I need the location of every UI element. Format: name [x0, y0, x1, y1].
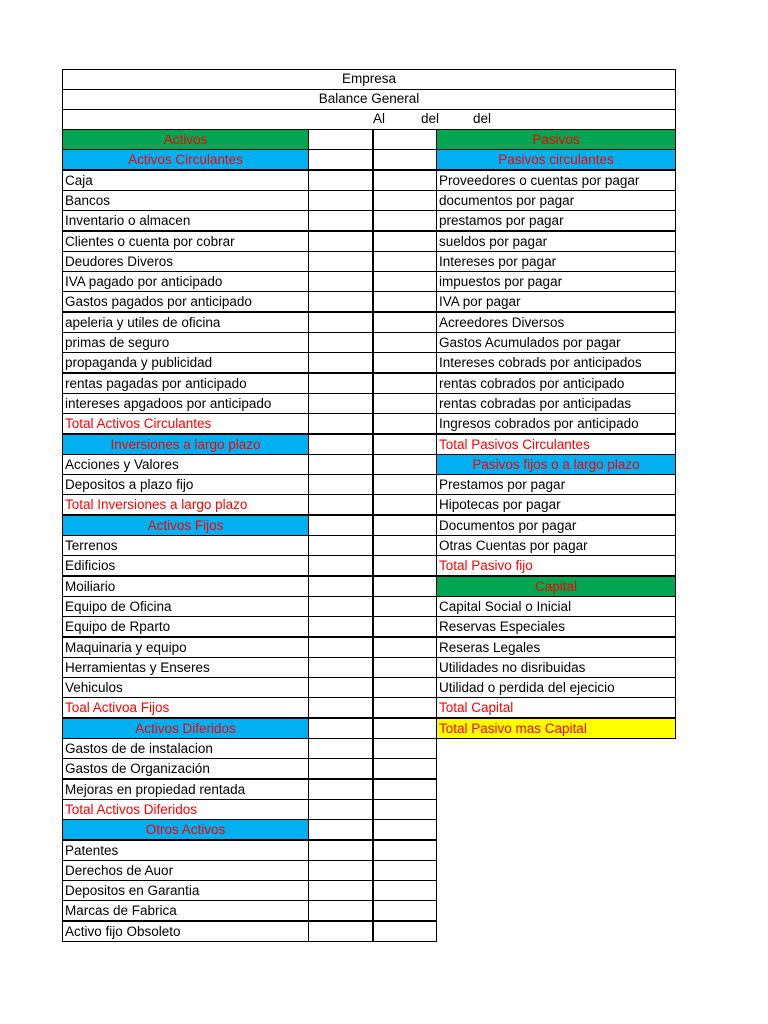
activos-row-1-label: Activos Circulantes: [128, 152, 243, 167]
pasivos-row-13[interactable]: [436, 393, 676, 414]
pasivos-row-7-label: impuestos por pagar: [439, 274, 563, 289]
pasivos-row-2-label: Proveedores o cuentas por pagar: [439, 173, 640, 188]
pasivos-row-27[interactable]: [436, 677, 676, 698]
pasivos-row-1-label: Pasivos circulantes: [498, 152, 614, 167]
activos-row-0[interactable]: [62, 129, 309, 150]
activos-row-6-label: Deudores Diveros: [65, 254, 174, 269]
activos-row-6[interactable]: [62, 251, 309, 272]
activos-amount-b-8[interactable]: [373, 291, 437, 312]
activos-row-5[interactable]: [62, 231, 309, 252]
activos-row-20[interactable]: [62, 535, 309, 556]
activos-amount-a-18[interactable]: [308, 494, 373, 515]
activos-row-11-label: propaganda y publicidad: [65, 355, 213, 370]
activos-row-14-label: Total Activos Circulantes: [65, 416, 212, 431]
pasivos-row-4[interactable]: [436, 210, 676, 231]
activos-amount-b-36[interactable]: [373, 860, 437, 881]
activos-amount-a-24[interactable]: [308, 616, 373, 637]
activos-row-36-label: Derechos de Auor: [65, 863, 174, 878]
activos-row-34-label: Otros Activos: [145, 822, 226, 837]
activos-row-30-label: Gastos de de instalacion: [65, 741, 213, 756]
pasivos-row-3-label: documentos por pagar: [439, 193, 575, 208]
activos-row-38-label: Marcas de Fabrica: [65, 903, 177, 918]
activos-amount-a-31[interactable]: [308, 758, 373, 779]
pasivos-row-13-label: rentas cobradas por anticipadas: [439, 396, 632, 411]
pasivos-row-20[interactable]: [436, 535, 676, 556]
activos-amount-a-10[interactable]: [308, 332, 373, 353]
activos-amount-b-27[interactable]: [373, 677, 437, 698]
pasivos-row-9-label: Acreedores Diversos: [439, 315, 565, 330]
pasivos-row-16[interactable]: [436, 454, 676, 475]
activos-row-2-label: Caja: [65, 173, 93, 188]
activos-amount-a-1[interactable]: [308, 149, 373, 170]
activos-row-39[interactable]: [62, 921, 309, 942]
pasivos-row-12[interactable]: [436, 373, 676, 394]
activos-row-1[interactable]: [62, 149, 309, 170]
pasivos-row-3[interactable]: [436, 190, 676, 211]
activos-amount-a-4[interactable]: [308, 210, 373, 231]
activos-row-16-label: Acciones y Valores: [65, 457, 179, 472]
activos-row-34[interactable]: [62, 819, 309, 840]
pasivos-row-17-label: Prestamos por pagar: [439, 477, 566, 492]
activos-row-10-label: primas de seguro: [65, 335, 170, 350]
activos-amount-b-3[interactable]: [373, 190, 437, 211]
activos-row-3-label: Bancos: [65, 193, 111, 208]
header-row-company[interactable]: [62, 69, 676, 89]
header-row-title[interactable]: [62, 89, 676, 109]
activos-amount-a-27[interactable]: [308, 677, 373, 698]
activos-amount-a-19[interactable]: [308, 515, 373, 536]
activos-row-21-label: Edificios: [65, 558, 116, 573]
activos-row-13[interactable]: [62, 393, 309, 414]
pasivos-row-11[interactable]: [436, 352, 676, 373]
pasivos-row-21[interactable]: [436, 555, 676, 576]
activos-row-19-label: Activos Fijos: [147, 518, 224, 533]
balance-sheet: [62, 69, 676, 939]
activos-amount-b-0[interactable]: [373, 129, 437, 150]
activos-amount-b-33[interactable]: [373, 799, 437, 820]
activos-amount-a-7[interactable]: [308, 271, 373, 292]
activos-row-32[interactable]: [62, 779, 309, 800]
pasivos-row-19[interactable]: [436, 515, 676, 536]
pasivos-row-4-label: prestamos por pagar: [439, 213, 564, 228]
activos-amount-a-2[interactable]: [308, 170, 373, 191]
activos-row-7[interactable]: [62, 271, 309, 292]
company-name: Empresa: [341, 71, 397, 86]
activos-row-11[interactable]: [62, 352, 309, 373]
pasivos-row-5-label: sueldos por pagar: [439, 234, 548, 249]
activos-amount-b-37[interactable]: [373, 880, 437, 901]
activos-amount-b-4[interactable]: [373, 210, 437, 231]
sheet-title: Balance General: [318, 91, 420, 106]
activos-row-37-label: Depositos en Garantia: [65, 883, 200, 898]
activos-row-27-label: Vehiculos: [65, 680, 123, 695]
activos-amount-b-26[interactable]: [373, 657, 437, 678]
pasivos-row-24[interactable]: [436, 616, 676, 637]
activos-row-23[interactable]: [62, 596, 309, 617]
pasivos-row-1[interactable]: [436, 149, 676, 170]
activos-row-4-label: Inventario o almacen: [65, 213, 191, 228]
activos-amount-b-39[interactable]: [373, 921, 437, 942]
pasivos-row-25[interactable]: [436, 637, 676, 658]
activos-amount-a-36[interactable]: [308, 860, 373, 881]
activos-row-29-label: Activos Diferidos: [135, 721, 236, 736]
pasivos-row-15[interactable]: [436, 434, 676, 455]
pasivos-row-25-label: Reseras Legales: [439, 640, 541, 655]
activos-amount-a-35[interactable]: [308, 840, 373, 861]
activos-amount-b-1[interactable]: [373, 149, 437, 170]
activos-amount-a-9[interactable]: [308, 312, 373, 333]
activos-amount-a-22[interactable]: [308, 576, 373, 597]
activos-row-13-label: intereses apgadoos por anticipado: [65, 396, 272, 411]
pasivos-row-15-label: Total Pasivos Circulantes: [439, 437, 590, 452]
activos-amount-a-37[interactable]: [308, 880, 373, 901]
activos-amount-b-19[interactable]: [373, 515, 437, 536]
pasivos-row-26[interactable]: [436, 657, 676, 678]
activos-row-28[interactable]: [62, 697, 309, 718]
activos-amount-b-7[interactable]: [373, 271, 437, 292]
activos-row-25-label: Maquinaria y equipo: [65, 640, 187, 655]
activos-amount-a-17[interactable]: [308, 474, 373, 495]
activos-row-24-label: Equipo de Rparto: [65, 619, 171, 634]
activos-row-23-label: Equipo de Oficina: [65, 599, 172, 614]
activos-amount-a-34[interactable]: [308, 819, 373, 840]
activos-row-36[interactable]: [62, 860, 309, 881]
activos-amount-a-28[interactable]: [308, 697, 373, 718]
pasivos-row-6-label: Intereses por pagar: [439, 254, 557, 269]
activos-row-30[interactable]: [62, 738, 309, 759]
pasivos-row-17[interactable]: [436, 474, 676, 495]
activos-amount-b-23[interactable]: [373, 596, 437, 617]
activos-amount-b-20[interactable]: [373, 535, 437, 556]
pasivos-row-10[interactable]: [436, 332, 676, 353]
pasivos-row-8-label: IVA por pagar: [439, 294, 521, 309]
activos-amount-b-31[interactable]: [373, 758, 437, 779]
activos-row-38[interactable]: [62, 900, 309, 921]
activos-amount-a-8[interactable]: [308, 291, 373, 312]
activos-amount-a-6[interactable]: [308, 251, 373, 272]
activos-amount-a-14[interactable]: [308, 413, 373, 434]
activos-row-20-label: Terrenos: [65, 538, 118, 553]
activos-amount-a-11[interactable]: [308, 352, 373, 373]
activos-amount-b-12[interactable]: [373, 373, 437, 394]
activos-row-31[interactable]: [62, 758, 309, 779]
activos-amount-b-22[interactable]: [373, 576, 437, 597]
activos-row-24[interactable]: [62, 616, 309, 637]
activos-amount-b-25[interactable]: [373, 637, 437, 658]
activos-amount-b-30[interactable]: [373, 738, 437, 759]
activos-row-33[interactable]: [62, 799, 309, 820]
activos-amount-b-13[interactable]: [373, 393, 437, 414]
activos-amount-a-5[interactable]: [308, 231, 373, 252]
activos-amount-a-0[interactable]: [308, 129, 373, 150]
activos-amount-b-21[interactable]: [373, 555, 437, 576]
activos-row-22-label: Moiliario: [65, 579, 116, 594]
activos-amount-b-16[interactable]: [373, 454, 437, 475]
activos-row-12-label: rentas pagadas por anticipado: [65, 376, 247, 391]
activos-amount-b-9[interactable]: [373, 312, 437, 333]
activos-amount-b-18[interactable]: [373, 494, 437, 515]
activos-amount-b-34[interactable]: [373, 819, 437, 840]
activos-amount-b-6[interactable]: [373, 251, 437, 272]
activos-row-18[interactable]: [62, 494, 309, 515]
activos-row-35-label: Patentes: [65, 843, 119, 858]
pasivos-row-7[interactable]: [436, 271, 676, 292]
pasivos-row-16-label: Pasivos fijos o a largo plazo: [472, 457, 640, 472]
pasivos-row-29[interactable]: [436, 718, 676, 739]
pasivos-row-24-label: Reservas Especiales: [439, 619, 566, 634]
activos-row-22[interactable]: [62, 576, 309, 597]
activos-row-5-label: Clientes o cuenta por cobrar: [65, 234, 235, 249]
activos-amount-a-38[interactable]: [308, 900, 373, 921]
pasivos-row-0-label: Pasivos: [532, 132, 580, 147]
pasivos-row-23[interactable]: [436, 596, 676, 617]
pasivos-row-11-label: Intereses cobrads por anticipados: [439, 355, 642, 370]
activos-row-28-label: Toal Activoa Fijos: [65, 700, 170, 715]
activos-amount-a-3[interactable]: [308, 190, 373, 211]
pasivos-row-27-label: Utilidad o perdida del ejecicio: [439, 680, 615, 695]
activos-amount-b-11[interactable]: [373, 352, 437, 373]
activos-amount-a-21[interactable]: [308, 555, 373, 576]
activos-amount-a-20[interactable]: [308, 535, 373, 556]
activos-amount-b-10[interactable]: [373, 332, 437, 353]
activos-row-32-label: Mejoras en propiedad rentada: [65, 782, 246, 797]
activos-row-14[interactable]: [62, 413, 309, 434]
pasivos-row-12-label: rentas cobrados por anticipado: [439, 376, 625, 391]
activos-amount-b-14[interactable]: [373, 413, 437, 434]
pasivos-row-6[interactable]: [436, 251, 676, 272]
activos-row-21[interactable]: [62, 555, 309, 576]
pasivos-row-14[interactable]: [436, 413, 676, 434]
activos-amount-b-17[interactable]: [373, 474, 437, 495]
date-del-label-2: del: [473, 111, 492, 126]
activos-row-31-label: Gastos de Organización: [65, 761, 210, 776]
pasivos-row-8[interactable]: [436, 291, 676, 312]
activos-amount-a-15[interactable]: [308, 434, 373, 455]
activos-row-10[interactable]: [62, 332, 309, 353]
pasivos-row-18-label: Hipotecas por pagar: [439, 497, 561, 512]
activos-row-29[interactable]: [62, 718, 309, 739]
pasivos-row-18[interactable]: [436, 494, 676, 515]
activos-amount-b-35[interactable]: [373, 840, 437, 861]
activos-row-7-label: IVA pagado por anticipado: [65, 274, 223, 289]
activos-amount-a-29[interactable]: [308, 718, 373, 739]
pasivos-row-23-label: Capital Social o Inicial: [439, 599, 572, 614]
activos-row-25[interactable]: [62, 637, 309, 658]
activos-row-15[interactable]: [62, 434, 309, 455]
activos-row-18-label: Total Inversiones a largo plazo: [65, 497, 248, 512]
activos-amount-b-32[interactable]: [373, 779, 437, 800]
activos-amount-b-5[interactable]: [373, 231, 437, 252]
activos-row-35[interactable]: [62, 840, 309, 861]
activos-amount-a-13[interactable]: [308, 393, 373, 414]
activos-row-4[interactable]: [62, 210, 309, 231]
pasivos-row-14-label: Ingresos cobrados por anticipado: [439, 416, 639, 431]
activos-amount-a-39[interactable]: [308, 921, 373, 942]
activos-row-9-label: apeleria y utiles de oficina: [65, 315, 221, 330]
activos-row-17[interactable]: [62, 474, 309, 495]
activos-amount-a-33[interactable]: [308, 799, 373, 820]
activos-row-17-label: Depositos a plazo fijo: [65, 477, 194, 492]
pasivos-row-19-label: Documentos por pagar: [439, 518, 577, 533]
activos-amount-a-25[interactable]: [308, 637, 373, 658]
pasivos-row-21-label: Total Pasivo fijo: [439, 558, 533, 573]
activos-amount-a-12[interactable]: [308, 373, 373, 394]
activos-amount-b-28[interactable]: [373, 697, 437, 718]
pasivos-row-10-label: Gastos Acumulados por pagar: [439, 335, 621, 350]
activos-amount-a-16[interactable]: [308, 454, 373, 475]
activos-amount-b-38[interactable]: [373, 900, 437, 921]
activos-row-27[interactable]: [62, 677, 309, 698]
pasivos-row-20-label: Otras Cuentas por pagar: [439, 538, 588, 553]
header-row-date[interactable]: [62, 109, 676, 129]
activos-amount-b-15[interactable]: [373, 434, 437, 455]
activos-row-37[interactable]: [62, 880, 309, 901]
activos-row-15-label: Inversiones a largo plazo: [110, 437, 261, 452]
pasivos-row-28[interactable]: [436, 697, 676, 718]
activos-amount-b-2[interactable]: [373, 170, 437, 191]
activos-row-39-label: Activo fijo Obsoleto: [65, 924, 181, 939]
activos-row-26-label: Herramientas y Enseres: [65, 660, 210, 675]
activos-row-3[interactable]: [62, 190, 309, 211]
pasivos-row-22[interactable]: [436, 576, 676, 597]
activos-row-8-label: Gastos pagados por anticipado: [65, 294, 252, 309]
pasivos-row-9[interactable]: [436, 312, 676, 333]
activos-row-8[interactable]: [62, 291, 309, 312]
activos-amount-b-29[interactable]: [373, 718, 437, 739]
activos-amount-a-32[interactable]: [308, 779, 373, 800]
activos-row-19[interactable]: [62, 515, 309, 536]
activos-amount-a-30[interactable]: [308, 738, 373, 759]
pasivos-row-22-label: Capital: [534, 579, 578, 594]
activos-row-0-label: Activos: [163, 132, 208, 147]
pasivos-row-0[interactable]: [436, 129, 676, 150]
activos-row-12[interactable]: [62, 373, 309, 394]
activos-amount-a-26[interactable]: [308, 657, 373, 678]
activos-row-33-label: Total Activos Diferidos: [65, 802, 198, 817]
pasivos-row-5[interactable]: [436, 231, 676, 252]
pasivos-row-26-label: Utilidades no disribuidas: [439, 660, 586, 675]
date-al-label: Al: [373, 111, 386, 126]
activos-row-9[interactable]: [62, 312, 309, 333]
activos-amount-a-23[interactable]: [308, 596, 373, 617]
date-del-label-1: del: [421, 111, 440, 126]
pasivos-row-28-label: Total Capital: [439, 700, 514, 715]
activos-row-2[interactable]: [62, 170, 309, 191]
activos-row-16[interactable]: [62, 454, 309, 475]
activos-row-26[interactable]: [62, 657, 309, 678]
pasivos-row-29-label: Total Pasivo mas Capital: [439, 721, 587, 736]
activos-amount-b-24[interactable]: [373, 616, 437, 637]
pasivos-row-2[interactable]: [436, 170, 676, 191]
